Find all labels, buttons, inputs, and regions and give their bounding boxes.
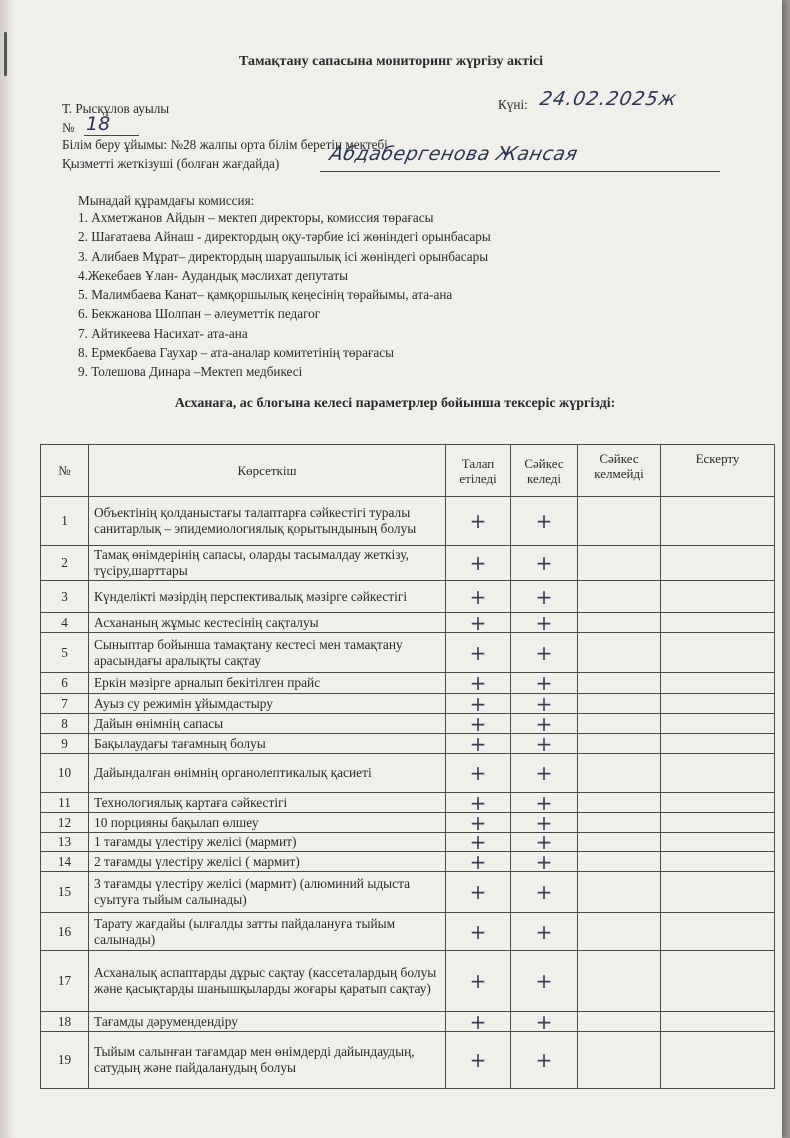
row-indicator: Тыйым салынған тағамдар мен өнімдерді дайындаудың, сатудың және пайдаланудың болуы bbox=[89, 1032, 446, 1089]
commission-member: 3. Алибаев Мұрат– директордың шаруашылық ісі жөніндегі орынбасары bbox=[78, 248, 489, 264]
row-required-mark: + bbox=[446, 852, 511, 872]
table-row bbox=[41, 694, 775, 714]
inspection-subtitle: Асханаға, ас блогына келесі параметрлер бойынша тексеріс жүргізді: bbox=[174, 396, 616, 411]
row-compliant-mark: + bbox=[511, 852, 578, 872]
row-compliant-mark: + bbox=[511, 872, 578, 913]
commission-member: 1. Ахметжанов Айдын – мектеп директоры, комиссия төрағасы bbox=[78, 210, 434, 225]
row-indicator: 2 тағамды үлестіру желісі ( мармит) bbox=[89, 852, 446, 872]
row-required-mark: + bbox=[446, 872, 511, 913]
row-compliant-mark: + bbox=[511, 633, 578, 673]
row-number: 18 bbox=[41, 1012, 89, 1032]
row-required-mark: + bbox=[446, 734, 511, 754]
row-noncompliant-cell bbox=[578, 833, 661, 852]
row-required-mark: + bbox=[446, 694, 511, 714]
row-compliant-mark: + bbox=[511, 714, 578, 734]
row-noncompliant-cell bbox=[578, 714, 661, 734]
row-required-mark: + bbox=[446, 673, 511, 694]
table-row bbox=[41, 1012, 775, 1032]
row-required-mark: + bbox=[446, 546, 511, 581]
row-noncompliant-cell bbox=[578, 581, 661, 613]
row-compliant-mark: + bbox=[511, 951, 578, 1012]
table-row bbox=[41, 546, 775, 581]
row-indicator: Бақылаудағы тағамның болуы bbox=[89, 734, 446, 754]
row-note-cell bbox=[661, 613, 775, 633]
row-number: 1 bbox=[41, 497, 89, 546]
row-required-mark: + bbox=[446, 833, 511, 852]
commission-member: 8. Ермекбаева Гаухар – ата-аналар комитетінің төрағасы bbox=[78, 345, 394, 361]
row-number: 2 bbox=[41, 546, 89, 581]
date-label: Күні: bbox=[498, 97, 528, 112]
provider-underline bbox=[320, 171, 720, 172]
row-indicator: Күнделікті мәзірдің перспективалық мәзірге сәйкестігі bbox=[89, 581, 446, 613]
row-note-cell bbox=[661, 673, 775, 694]
row-noncompliant-cell bbox=[578, 633, 661, 673]
row-compliant-mark: + bbox=[511, 1032, 578, 1089]
row-number: 19 bbox=[41, 1032, 89, 1089]
row-number: 8 bbox=[41, 714, 89, 734]
row-note-cell bbox=[661, 833, 775, 852]
row-number: 4 bbox=[41, 613, 89, 633]
row-noncompliant-cell bbox=[578, 913, 661, 951]
row-required-mark: + bbox=[446, 1032, 511, 1089]
inspection-table bbox=[40, 444, 775, 1089]
row-noncompliant-cell bbox=[578, 673, 661, 694]
act-number-handwritten: 18 bbox=[86, 113, 111, 135]
table-row bbox=[41, 951, 775, 1012]
row-indicator: Асханалық аспаптарды дұрыс сақтау (кассеталардың болуы және қасықтарды шанышқыларды жоғары қаратып сақтау) bbox=[89, 951, 446, 1012]
row-indicator: Тарату жағдайы (ылғалды затты пайдалануға тыйым салынады) bbox=[89, 913, 446, 951]
act-number-underline bbox=[84, 135, 139, 136]
row-compliant-mark: + bbox=[511, 833, 578, 852]
row-number: 5 bbox=[41, 633, 89, 673]
header-note: Ескерту bbox=[661, 445, 775, 497]
row-required-mark: + bbox=[446, 714, 511, 734]
row-compliant-mark: + bbox=[511, 613, 578, 633]
row-noncompliant-cell bbox=[578, 546, 661, 581]
row-note-cell bbox=[661, 1032, 775, 1089]
row-number: 12 bbox=[41, 813, 89, 833]
table-row bbox=[41, 793, 775, 813]
row-indicator: Объектінің қолданыстағы талаптарға сәйкестігі туралы санитарлық – эпидемиологиялық қорытындының болуы bbox=[89, 497, 446, 546]
row-indicator: Тағамды дәрумендендіру bbox=[89, 1012, 446, 1032]
table-row bbox=[41, 1032, 775, 1089]
row-noncompliant-cell bbox=[578, 497, 661, 546]
table-row bbox=[41, 581, 775, 613]
page-edge-shadow bbox=[0, 0, 14, 1138]
row-compliant-mark: + bbox=[511, 813, 578, 833]
row-noncompliant-cell bbox=[578, 813, 661, 833]
row-indicator: Дайын өнімнің сапасы bbox=[89, 714, 446, 734]
table-row bbox=[41, 833, 775, 852]
row-required-mark: + bbox=[446, 913, 511, 951]
row-required-mark: + bbox=[446, 581, 511, 613]
document-title: Тамақтану сапасына мониторинг жүргізу актісі bbox=[239, 54, 543, 69]
row-note-cell bbox=[661, 546, 775, 581]
table-row bbox=[41, 714, 775, 734]
row-number: 14 bbox=[41, 852, 89, 872]
row-noncompliant-cell bbox=[578, 793, 661, 813]
commission-member: 6. Бекжанова Шолпан – әлеуметтік педагог bbox=[78, 306, 321, 322]
row-number: 15 bbox=[41, 872, 89, 913]
row-number: 17 bbox=[41, 951, 89, 1012]
row-indicator: Асхананың жұмыс кестесінің сақталуы bbox=[89, 613, 446, 633]
row-compliant-mark: + bbox=[511, 754, 578, 793]
organization-line: Білім беру ұйымы: №28 жалпы орта білім беретін мектебі bbox=[62, 137, 388, 152]
row-noncompliant-cell bbox=[578, 951, 661, 1012]
row-compliant-mark: + bbox=[511, 673, 578, 694]
row-noncompliant-cell bbox=[578, 694, 661, 714]
row-compliant-mark: + bbox=[511, 546, 578, 581]
row-number: 9 bbox=[41, 734, 89, 754]
table-row bbox=[41, 754, 775, 793]
commission-member: 7. Айтикеева Насихат- ата-ана bbox=[78, 325, 248, 341]
row-note-cell bbox=[661, 581, 775, 613]
header-noncompliant: Сәйкес келмейді bbox=[578, 445, 661, 497]
row-noncompliant-cell bbox=[578, 872, 661, 913]
row-note-cell bbox=[661, 872, 775, 913]
row-number: 6 bbox=[41, 673, 89, 694]
row-compliant-mark: + bbox=[511, 793, 578, 813]
row-required-mark: + bbox=[446, 613, 511, 633]
table-row bbox=[41, 872, 775, 913]
row-note-cell bbox=[661, 633, 775, 673]
row-compliant-mark: + bbox=[511, 694, 578, 714]
date-handwritten: 24.02.2025ж bbox=[538, 88, 679, 110]
row-indicator: 10 порцияны бақылап өлшеу bbox=[89, 813, 446, 833]
row-indicator: Технологиялық картаға сәйкестігі bbox=[89, 793, 446, 813]
table-row bbox=[41, 633, 775, 673]
row-compliant-mark: + bbox=[511, 497, 578, 546]
row-required-mark: + bbox=[446, 813, 511, 833]
village-name: Т. Рысқұлов ауылы bbox=[62, 101, 170, 116]
commission-member: 5. Малимбаева Канат– қамқоршылық кеңесінің төрайымы, ата-ана bbox=[78, 287, 453, 303]
row-compliant-mark: + bbox=[511, 734, 578, 754]
commission-member: 9. Толешова Динара –Мектеп медбикесі bbox=[78, 364, 303, 380]
table-row bbox=[41, 734, 775, 754]
row-required-mark: + bbox=[446, 951, 511, 1012]
table-row bbox=[41, 497, 775, 546]
row-required-mark: + bbox=[446, 754, 511, 793]
row-compliant-mark: + bbox=[511, 581, 578, 613]
commission-list bbox=[78, 208, 491, 382]
table-row bbox=[41, 673, 775, 694]
table-row bbox=[41, 813, 775, 833]
row-note-cell bbox=[661, 1012, 775, 1032]
row-note-cell bbox=[661, 734, 775, 754]
commission-member: 4.Жекебаев Ұлан- Аудандық мәслихат депутаты bbox=[78, 267, 348, 283]
row-indicator: Тамақ өнімдерінің сапасы, оларды тасымалдау жеткізу, түсіру,шарттары bbox=[89, 546, 446, 581]
table-row bbox=[41, 613, 775, 633]
row-compliant-mark: + bbox=[511, 1012, 578, 1032]
row-indicator: 3 тағамды үлестіру желісі (мармит) (алюминий ыдыста суытуға тыйым салынады) bbox=[89, 872, 446, 913]
header-required: Талап етіледі bbox=[446, 445, 511, 497]
row-indicator: Еркін мәзірге арналып бекітілген прайс bbox=[89, 673, 446, 694]
row-note-cell bbox=[661, 793, 775, 813]
row-number: 11 bbox=[41, 793, 89, 813]
row-note-cell bbox=[661, 754, 775, 793]
row-noncompliant-cell bbox=[578, 754, 661, 793]
row-indicator: Дайындалған өнімнің органолептикалық қасиеті bbox=[89, 754, 446, 793]
row-note-cell bbox=[661, 497, 775, 546]
row-indicator: Ауыз су режимін ұйымдастыру bbox=[89, 694, 446, 714]
row-indicator: 1 тағамды үлестіру желісі (мармит) bbox=[89, 833, 446, 852]
commission-member: 2. Шағатаева Айнаш - директордың оқу-тәрбие ісі жөніндегі орынбасары bbox=[78, 229, 491, 245]
table-row bbox=[41, 852, 775, 872]
row-compliant-mark: + bbox=[511, 913, 578, 951]
row-note-cell bbox=[661, 714, 775, 734]
row-note-cell bbox=[661, 913, 775, 951]
row-note-cell bbox=[661, 852, 775, 872]
row-noncompliant-cell bbox=[578, 852, 661, 872]
provider-label: Қызметті жеткізуші (болған жағдайда) bbox=[62, 156, 280, 171]
row-number: 3 bbox=[41, 581, 89, 613]
row-note-cell bbox=[661, 694, 775, 714]
row-required-mark: + bbox=[446, 793, 511, 813]
row-noncompliant-cell bbox=[578, 1032, 661, 1089]
act-number-label: № bbox=[62, 120, 75, 135]
row-note-cell bbox=[661, 951, 775, 1012]
commission-intro: Мынадай құрамдағы комиссия: bbox=[78, 193, 255, 208]
header-indicator: Көрсеткіш bbox=[89, 445, 446, 497]
row-required-mark: + bbox=[446, 497, 511, 546]
header-number: № bbox=[41, 445, 89, 497]
row-noncompliant-cell bbox=[578, 1012, 661, 1032]
row-number: 10 bbox=[41, 754, 89, 793]
table-row bbox=[41, 913, 775, 951]
table-header-row bbox=[41, 445, 775, 497]
row-required-mark: + bbox=[446, 1012, 511, 1032]
row-number: 13 bbox=[41, 833, 89, 852]
row-required-mark: + bbox=[446, 633, 511, 673]
row-noncompliant-cell bbox=[578, 613, 661, 633]
row-indicator: Сыныптар бойынша тамақтану кестесі мен тамақтану арасындағы аралықты сақтау bbox=[89, 633, 446, 673]
row-note-cell bbox=[661, 813, 775, 833]
row-number: 16 bbox=[41, 913, 89, 951]
provider-handwritten-name: Абдабергенова Жансая bbox=[327, 143, 580, 165]
header-compliant: Сәйкес келеді bbox=[511, 445, 578, 497]
row-number: 7 bbox=[41, 694, 89, 714]
row-noncompliant-cell bbox=[578, 734, 661, 754]
